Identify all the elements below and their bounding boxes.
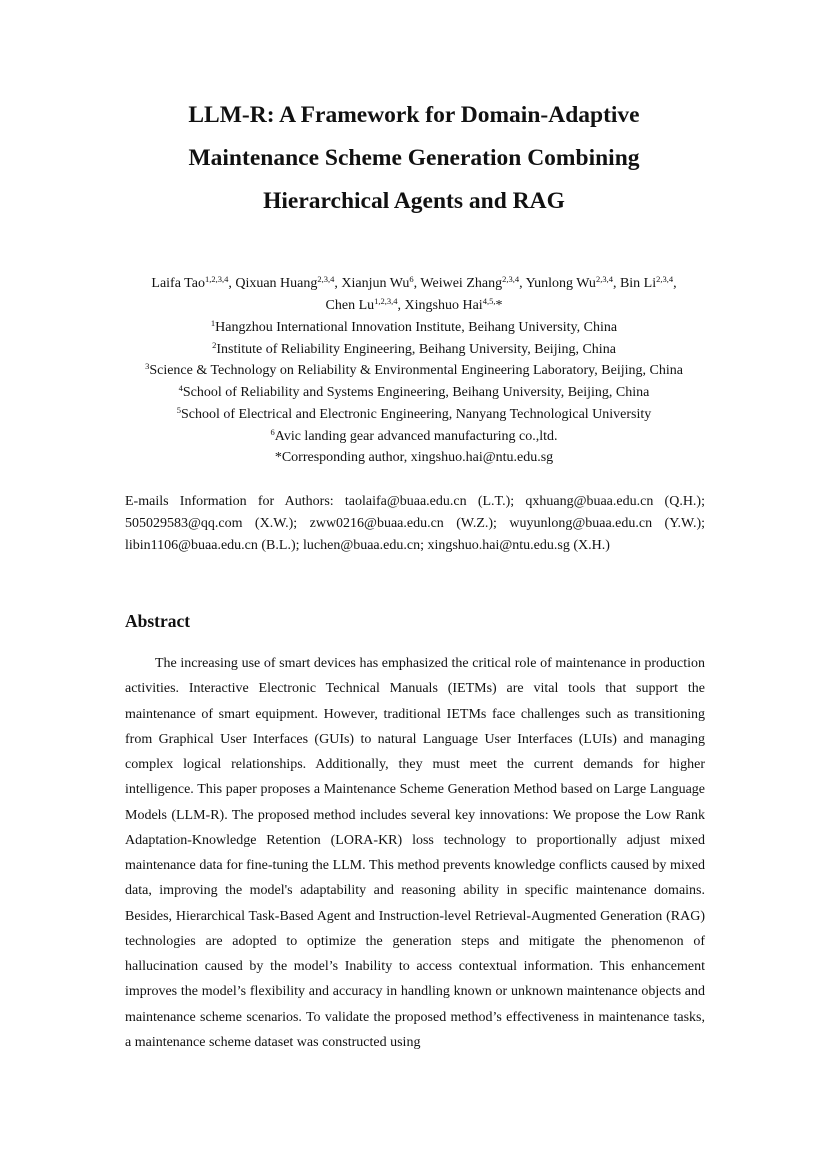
affiliation (110, 317, 718, 339)
author-affil-sup: 1,2,3,4 (204, 274, 229, 284)
author (151, 276, 235, 291)
author-separator: , (673, 276, 677, 291)
author-separator: , (228, 276, 236, 291)
author-affil-sup: 2,3,4 (656, 274, 674, 284)
author-separator: , (413, 276, 421, 291)
author-separator: , (397, 297, 405, 313)
author (325, 295, 405, 313)
author-affil-sup: 1,2,3,4 (374, 295, 398, 306)
author (620, 276, 677, 291)
author (420, 276, 525, 291)
affiliation-text: Avic landing gear advanced manufacturing co.,ltd. (274, 428, 558, 444)
author-name: Bin Li (619, 276, 657, 291)
affiliation-text: Institute of Reliability Engineering, Beihang University, Beijing, China (216, 341, 616, 357)
title-line: Maintenance Scheme Generation Combining (188, 145, 640, 171)
author-affil-sup: 2,3,4 (317, 274, 335, 284)
author-affil-sup: 2,3,4 (595, 274, 613, 284)
affiliation (110, 382, 718, 404)
author-affil-sup: 2,3,4 (502, 274, 520, 284)
author-name: Chen Lu (325, 297, 375, 313)
affiliation (110, 426, 718, 448)
author (341, 276, 420, 291)
author-separator: , (519, 276, 526, 291)
affiliation-text: Hangzhou International Innovation Institute, Beihang University, China (215, 320, 618, 335)
author-name: Xianjun Wu (341, 276, 410, 291)
affiliation-number: 3 (145, 361, 150, 372)
affiliation (110, 339, 718, 361)
affiliation-number: 5 (176, 404, 181, 415)
abstract-heading: Abstract (125, 611, 191, 631)
author-name: Laifa Tao (151, 276, 205, 291)
affiliation-text: Science & Technology on Reliability & Environmental Engineering Laboratory, Beijing, China (149, 363, 683, 379)
author-name: Yunlong Wu (525, 276, 596, 291)
affiliation-number: 6 (270, 426, 275, 437)
affiliation-number: 2 (212, 339, 217, 350)
author-separator: , (334, 276, 342, 291)
affiliation (110, 404, 718, 426)
corresponding-mark: * (495, 297, 503, 313)
affiliation-list (110, 317, 718, 469)
author-affil-sup: 6 (409, 274, 414, 284)
abstract-text: The increasing use of smart devices has emphasized the critical role of maintenance in production activities. Interactive Electronic Technical Manuals (IETMs) are vital tools that support the maintenance of smart equipment. However, traditional IETMs face challenges such as transitioning from Graphical User Interfaces (GUIs) to natural Language User Interfaces (LUIs) and managing complex logical relationships. Additionally, they must meet the current demands for higher intelligence. This paper proposes a Maintenance Scheme Generation Method based on Large Language Models (LLM-R). The proposed method includes several key innovations: We propose the Low Rank Adaptation-Knowledge Retention (LORA-KR) loss technology to proportionally adjust mixed maintenance data for fine-tuning the LLM. This method prevents knowledge conflicts caused by mixed data, improving the model's adaptability and reasoning ability in specific maintenance domains. Besides, Hierarchical Task-Based Agent and Instruction-level Retrieval-Augmented Generation (RAG) technologies are adopted to optimize the generation steps and mitigate the phenomenon of hallucination caused by the model’s Inability to access contextual information. This enhancement improves the model’s flexibility and accuracy in handling known or unknown maintenance objects and maintenance scheme scenarios. To validate the proposed method’s effectiveness in maintenance tasks, a maintenance scheme dataset was constructed using (125, 656, 705, 1050)
author (526, 276, 620, 291)
author (235, 276, 341, 291)
author (404, 295, 503, 313)
author-name: Qixuan Huang (235, 276, 318, 291)
affiliation (110, 360, 718, 382)
title-line: LLM-R: A Framework for Domain-Adaptive (188, 102, 640, 128)
title-line: Hierarchical Agents and RAG (263, 188, 565, 214)
affiliation-text: School of Reliability and Systems Engineering, Beihang University, Beijing, China (182, 385, 650, 401)
affiliation-text: School of Electrical and Electronic Engineering, Nanyang Technological University (180, 406, 652, 422)
author-emails: E-mails Information for Authors: taolaifa@buaa.edu.cn (L.T.); qxhuang@buaa.edu.cn (Q.H.); 505029583@qq.com (X.W.); zww0216@buaa.edu.cn (W.Z.); wuyunlong@buaa.edu.cn (Y.W.); libin1106@buaa.edu.cn (B.L.); luchen@buaa.edu.cn; xingshuo.hai@ntu.edu.sg (X.H.) (125, 494, 705, 553)
corresponding-author: *Corresponding author, xingshuo.hai@ntu.edu.sg (274, 450, 554, 466)
author-name: Weiwei Zhang (420, 276, 503, 291)
author-affil-sup: 4,5, (482, 295, 496, 306)
paper-title (90, 94, 738, 223)
author-separator: , (612, 276, 620, 291)
affiliation-number: 1 (210, 318, 216, 328)
author-list (110, 273, 718, 316)
affiliation-number: 4 (178, 383, 183, 394)
author-name: Xingshuo Hai (404, 297, 483, 313)
